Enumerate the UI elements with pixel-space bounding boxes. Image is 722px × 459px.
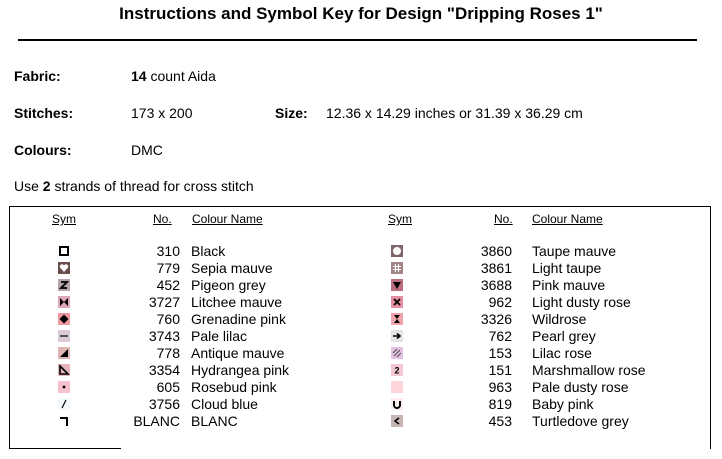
header-no-right: No. — [494, 212, 513, 226]
header-name-right: Colour Name — [532, 212, 603, 226]
dmc-number: 452 — [156, 277, 180, 293]
dmc-number: 3860 — [480, 243, 512, 259]
strands-pre: Use — [14, 178, 43, 194]
key-row — [10, 396, 350, 413]
dmc-number: 151 — [488, 362, 512, 378]
colour-name: Baby pink — [532, 396, 594, 412]
colour-name: Pearl grey — [532, 328, 596, 344]
digit-two-icon — [391, 364, 403, 376]
circle-icon — [391, 245, 403, 257]
colour-name: Hydrangea pink — [191, 362, 290, 378]
key-row — [351, 396, 691, 413]
dmc-number: 3756 — [148, 396, 180, 412]
key-row — [10, 379, 350, 396]
key-row — [10, 277, 350, 294]
colour-name: Black — [191, 243, 226, 259]
key-row — [351, 311, 691, 328]
triangle-down-icon — [391, 279, 403, 291]
u-shape-icon — [391, 398, 403, 410]
hourglass-icon — [391, 313, 403, 325]
header-sym-left: Sym — [52, 212, 76, 226]
key-row — [351, 260, 691, 277]
strands-note — [14, 178, 254, 194]
key-column-right — [351, 243, 691, 433]
key-row — [351, 277, 691, 294]
slash-icon — [58, 398, 70, 410]
strands-post: strands of thread for cross stitch — [50, 178, 254, 194]
corner-hook-icon — [58, 415, 70, 427]
dmc-number: 3727 — [148, 294, 180, 310]
dmc-number: BLANC — [133, 413, 180, 429]
key-row — [10, 243, 350, 260]
key-row — [351, 294, 691, 311]
blank-swatch-icon — [391, 381, 403, 393]
heart-icon — [58, 262, 70, 274]
dmc-number: 3861 — [480, 260, 512, 276]
dmc-number: 3743 — [148, 328, 180, 344]
colours-value: DMC — [131, 142, 163, 158]
dmc-number: 963 — [488, 379, 512, 395]
colour-name: BLANC — [191, 413, 238, 429]
colour-name: Sepia mauve — [191, 260, 273, 276]
fabric-label: Fabric: — [14, 68, 61, 84]
title-rule — [18, 39, 697, 41]
key-row — [10, 413, 350, 430]
arrow-right-icon — [391, 330, 403, 342]
colour-name: Pink mauve — [532, 277, 606, 293]
colour-name: Taupe mauve — [532, 243, 617, 259]
key-row — [10, 311, 350, 328]
fabric-count: 14 — [131, 68, 147, 84]
key-row — [351, 413, 691, 430]
colour-name: Marshmallow rose — [532, 362, 646, 378]
key-row — [10, 260, 350, 277]
header-sym-right: Sym — [388, 212, 412, 226]
dmc-number: 3326 — [480, 311, 512, 327]
fabric-type: count Aida — [146, 68, 216, 84]
colour-name: Cloud blue — [191, 396, 258, 412]
key-row — [10, 294, 350, 311]
dmc-number: 962 — [488, 294, 512, 310]
diamond-icon — [58, 313, 70, 325]
dmc-number: 310 — [156, 243, 180, 259]
colour-name: Light dusty rose — [532, 294, 631, 310]
key-row — [10, 328, 350, 345]
dmc-number: 453 — [488, 413, 512, 429]
dot-icon — [58, 381, 70, 393]
dmc-number: 819 — [488, 396, 512, 412]
stitches-label: Stitches: — [14, 105, 74, 121]
fabric-value — [131, 68, 216, 84]
colour-name: Wildrose — [532, 311, 587, 327]
stitches-value: 173 x 200 — [131, 105, 193, 121]
key-column-left — [10, 243, 350, 433]
dmc-number: 3354 — [148, 362, 180, 378]
colour-name: Rosebud pink — [191, 379, 277, 395]
triangle-icon — [58, 347, 70, 359]
colour-name: Pale dusty rose — [532, 379, 629, 395]
colour-name: Lilac rose — [532, 345, 592, 361]
square-outline-icon — [58, 245, 70, 257]
key-row — [351, 328, 691, 345]
table-bottom-rule — [9, 448, 121, 449]
key-row — [351, 243, 691, 260]
svg-text:2: 2 — [394, 365, 400, 376]
bowtie-icon — [58, 296, 70, 308]
key-row — [351, 345, 691, 362]
page-title: Instructions and Symbol Key for Design "Dripping Roses 1" — [119, 4, 603, 23]
header-name-left: Colour Name — [192, 212, 263, 226]
colour-name: Antique mauve — [191, 345, 285, 361]
dmc-number: 760 — [156, 311, 180, 327]
colour-name: Grenadine pink — [191, 311, 286, 327]
size-label: Size: — [275, 105, 308, 121]
dmc-number: 778 — [156, 345, 180, 361]
strands-count: 2 — [42, 178, 51, 194]
header-no-left: No. — [153, 212, 172, 226]
dmc-number: 605 — [156, 379, 180, 395]
corner-triangle-icon — [58, 364, 70, 376]
dash-icon — [58, 330, 70, 342]
dmc-number: 762 — [488, 328, 512, 344]
dmc-number: 153 — [488, 345, 512, 361]
colours-label: Colours: — [14, 142, 72, 158]
key-row — [10, 362, 350, 379]
colour-name: Light taupe — [532, 260, 602, 276]
hash-icon — [391, 262, 403, 274]
dmc-number: 3688 — [480, 277, 512, 293]
colour-name: Pigeon grey — [191, 277, 266, 293]
key-row — [351, 362, 691, 379]
colour-name: Turtledove grey — [532, 413, 629, 429]
size-value: 12.36 x 14.29 inches or 31.39 x 36.29 cm — [326, 105, 583, 121]
colour-name: Litchee mauve — [191, 294, 283, 310]
dmc-number: 779 — [156, 260, 180, 276]
colour-name: Pale lilac — [191, 328, 248, 344]
hatch-icon — [391, 347, 403, 359]
less-than-icon — [391, 415, 403, 427]
x-icon — [391, 296, 403, 308]
key-row — [351, 379, 691, 396]
key-row — [10, 345, 350, 362]
z-letter-icon — [58, 279, 70, 291]
